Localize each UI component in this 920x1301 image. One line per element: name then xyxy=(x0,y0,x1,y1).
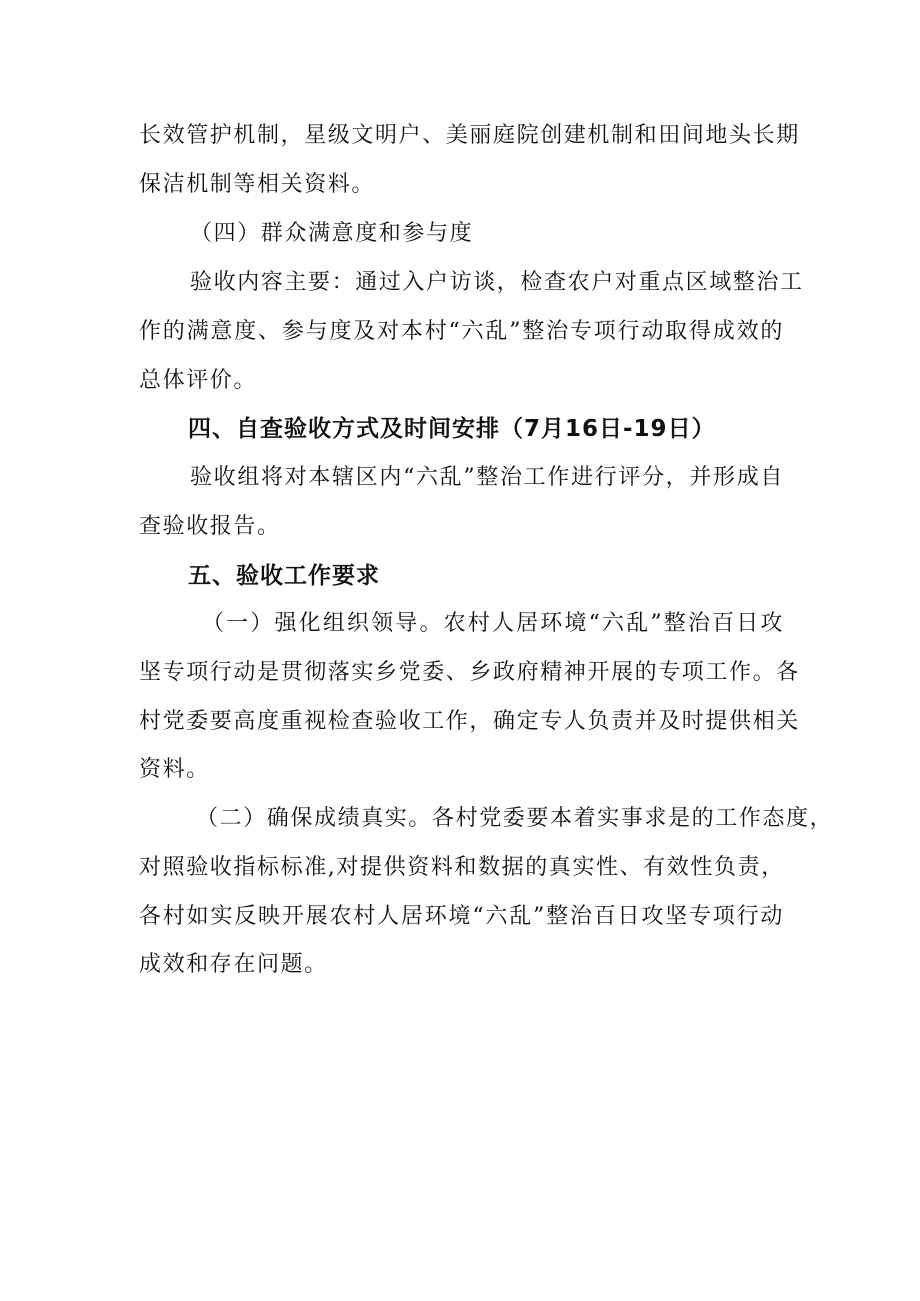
paragraph-line: 长效管护机制，星级文明户、美丽庭院创建机制和田间地头长期 xyxy=(139,123,800,148)
paragraph-line: 村党委要高度重视检查验收工作，确定专人负责并及时提供相关 xyxy=(139,709,800,734)
paragraph-line: 对照验收指标标准,对提供资料和数据的真实性、有效性负责， xyxy=(139,855,785,880)
paragraph-line: 各村如实反映开展农村人居环境“六乱”整治百日攻坚专项行动 xyxy=(139,904,784,929)
paragraph-line: 成效和存在问题。 xyxy=(139,952,328,977)
paragraph-line: 资料。 xyxy=(139,757,210,782)
paragraph-line: 验收内容主要：通过入户访谈，检查农户对重点区域整治工 xyxy=(190,270,804,295)
paragraph-line: 查验收报告。 xyxy=(139,514,281,539)
paragraph-line: 坚专项行动是贯彻落实乡党委、乡政府精神开展的专项工作。各 xyxy=(139,660,800,685)
section-heading-4: 四、自查验收方式及时间安排（7月16日-19日） xyxy=(188,416,716,442)
paragraph-line: 总体评价。 xyxy=(139,368,258,393)
section-heading-5: 五、验收工作要求 xyxy=(188,563,380,589)
subsection-heading-4: （四）群众满意度和参与度 xyxy=(190,221,474,246)
paragraph-line: 验收组将对本辖区内“六乱”整治工作进行评分，并形成自 xyxy=(190,465,784,490)
paragraph-line: （二）确保成绩真实。各村党委要本着实事求是的工作态度， xyxy=(196,806,834,831)
paragraph-line: 保洁机制等相关资料。 xyxy=(139,172,376,197)
paragraph-line: 作的满意度、参与度及对本村“六乱”整治专项行动取得成效的 xyxy=(139,319,784,344)
paragraph-line: （一）强化组织领导。农村人居环境“六乱”整治百日攻 xyxy=(202,611,784,636)
